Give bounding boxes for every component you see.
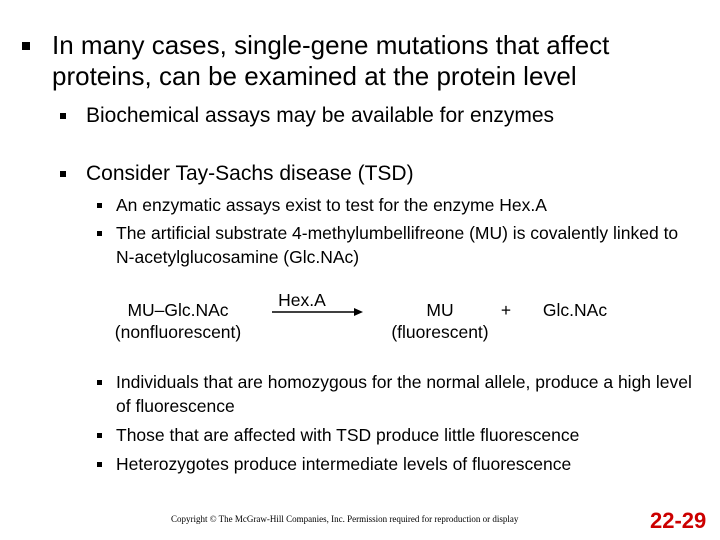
bullet-icon xyxy=(22,42,30,50)
detail-bullet-text: Those that are affected with TSD produce little fluorescence xyxy=(116,425,580,445)
reaction-arrow-icon xyxy=(270,306,364,318)
bullet-icon xyxy=(60,171,66,177)
detail-bullet-text: An enzymatic assays exist to test for the enzyme Hex.A xyxy=(116,195,547,215)
copyright-notice: Copyright © The McGraw-Hill Companies, Inc. Permission required for reproduction or display xyxy=(171,514,519,524)
bullet-icon xyxy=(97,231,102,236)
bullet-icon xyxy=(97,433,102,438)
sub-bullet-text: Consider Tay-Sachs disease (TSD) xyxy=(86,162,414,185)
reaction-product2: Glc.NAc xyxy=(542,300,608,320)
page-number: 22-29 xyxy=(650,508,707,533)
main-bullet-text: In many cases, single-gene mutations that affect proteins, can be examined at the protein level xyxy=(52,30,610,91)
detail-bullet-text: The artificial substrate 4-methylumbellifreone (MU) is covalently linked to N-acetylglucosamine (Glc.NAc) xyxy=(116,223,679,267)
bullet-icon xyxy=(97,203,102,208)
detail-bullet-text: Heterozygotes produce intermediate levels of fluorescence xyxy=(116,454,572,474)
reaction-substrate-note: (nonfluorescent) xyxy=(114,322,242,342)
reaction-plus: + xyxy=(500,300,512,320)
reaction-substrate: MU–Glc.NAc xyxy=(127,300,229,320)
detail-bullet-text: Individuals that are homozygous for the normal allele, produce a high level of fluorescence xyxy=(116,372,692,416)
sub-bullet-text: Biochemical assays may be available for enzymes xyxy=(86,104,555,127)
bullet-icon xyxy=(97,380,102,385)
reaction-product1-note: (fluorescent) xyxy=(391,322,489,342)
reaction-product1: MU xyxy=(426,300,454,320)
bullet-icon xyxy=(60,113,66,119)
bullet-icon xyxy=(97,462,102,467)
reaction-enzyme: Hex.A xyxy=(278,290,326,310)
